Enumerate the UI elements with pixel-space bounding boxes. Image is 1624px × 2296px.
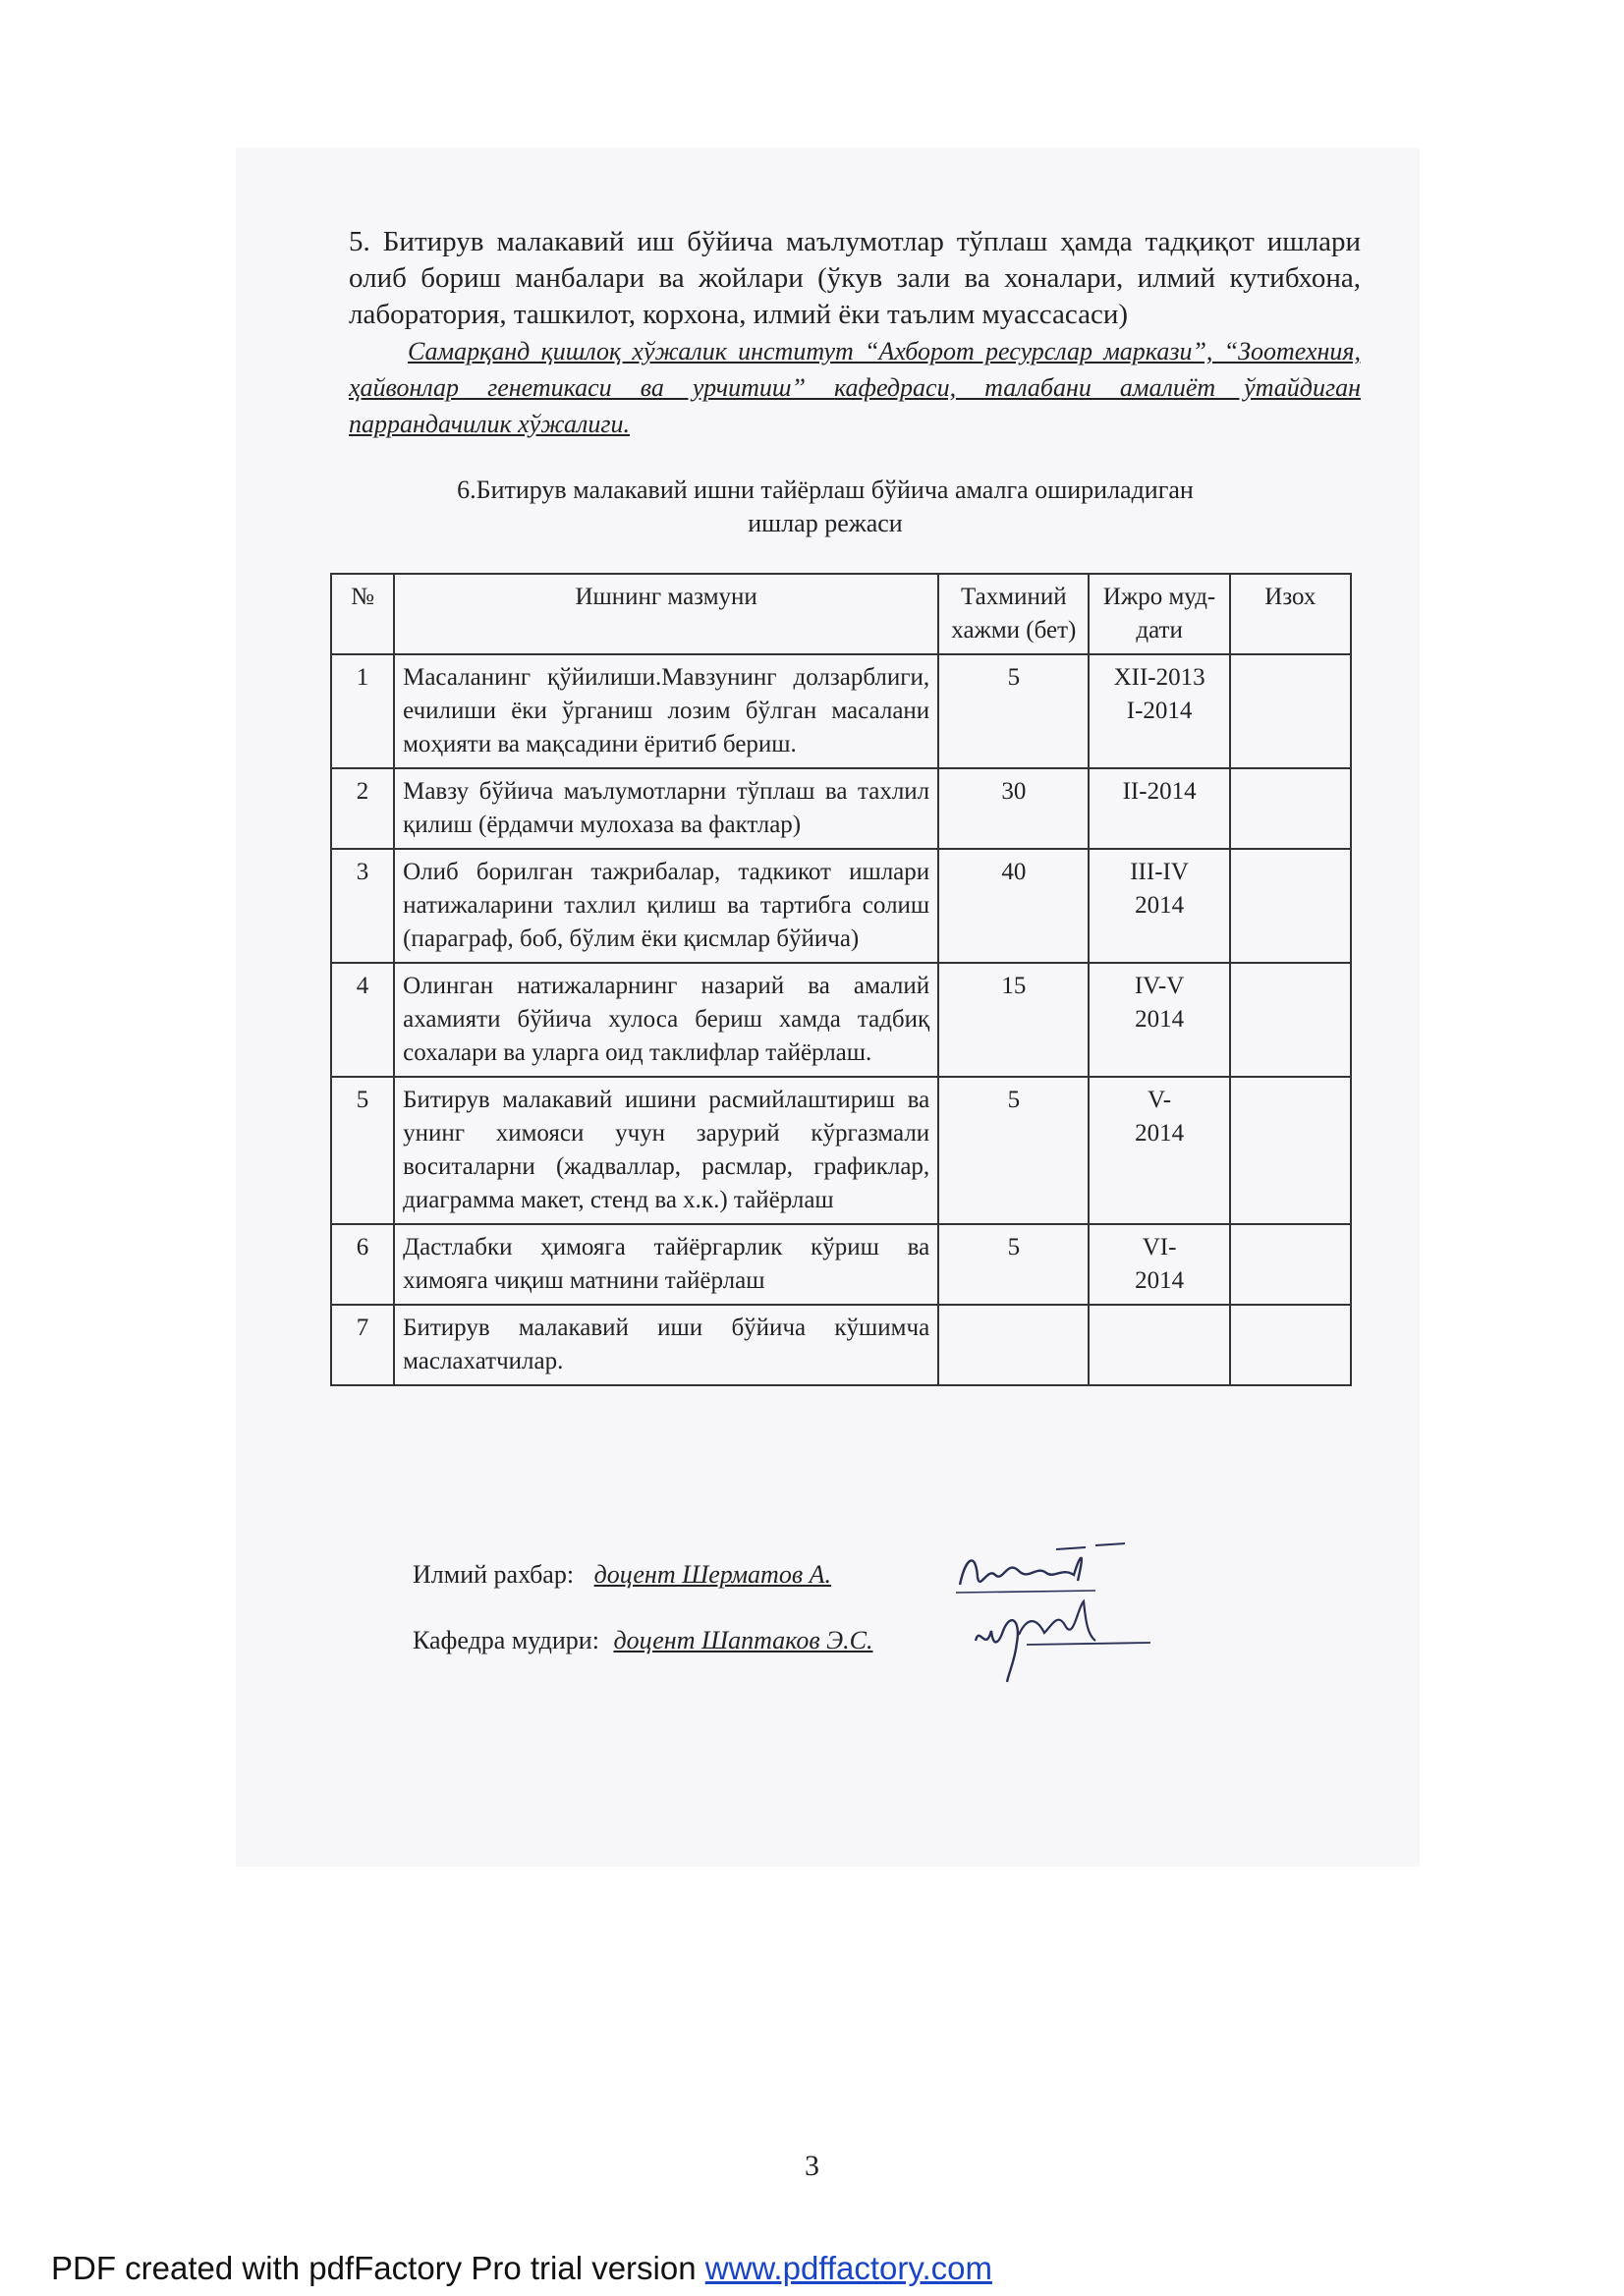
head-label: Кафедра мудири: (413, 1626, 599, 1654)
cell-content: Олиб борилган тажрибалар, тадкикот ишлари натижаларини тахлил қилиш ва тартибга солиш (параграф, боб, бўлим ёки қисмлар бўйича) (394, 849, 938, 963)
cell-volume: 15 (938, 963, 1089, 1077)
cell-duration (1089, 1305, 1229, 1385)
cell-num: 6 (331, 1224, 394, 1305)
cell-content: Дастлабки ҳимояга тайёргарлик кўриш ва химояга чиқиш матнини тайёрлаш (394, 1224, 938, 1305)
cell-volume: 40 (938, 849, 1089, 963)
section-5-body: Самарқанд қишлоқ хўжалик институт “Ахборот ресурслар маркази”, “Зоотехния, ҳайвонлар генетикаси ва урчитиш” кафедраси, талабани амалиёт ўтайдиган паррандачилик хўжалиги. (349, 337, 1361, 438)
table-row (331, 1077, 1351, 1224)
cell-volume (938, 1305, 1089, 1385)
cell-duration: III-IV 2014 (1089, 849, 1229, 963)
supervisor-line (413, 1560, 831, 1590)
cell-num: 5 (331, 1077, 394, 1224)
cell-note (1230, 1224, 1351, 1305)
supervisor-name: доцент Шерматов А. (593, 1560, 831, 1589)
table-row (331, 1224, 1351, 1305)
cell-content: Битирув малакавий иши бўйича кўшимча маслахатчилар. (394, 1305, 938, 1385)
head-line (413, 1626, 873, 1655)
table-header-row (331, 574, 1351, 654)
cell-content: Битирув малакавий ишини расмийлаштириш ва унинг химояси учун зарурий кўргазмали воситаларни (жадваллар, расмлар, графиклар, диаграмма макет, стенд ва х.к.) тайёрлаш (394, 1077, 938, 1224)
header-content: Ишнинг мазмуни (394, 574, 938, 654)
header-note: Изох (1230, 574, 1351, 654)
work-plan-table (330, 573, 1352, 1386)
table-row (331, 768, 1351, 849)
cell-num: 2 (331, 768, 394, 849)
cell-note (1230, 1077, 1351, 1224)
footer-text: PDF created with pdfFactory Pro trial version (51, 2250, 705, 2286)
cell-content: Масаланинг қўйилиши.Мавзунинг долзарблиги, ечилиши ёки ўрганиш лозим бўлган масалани моҳияти ва мақсадини ёритиб бериш. (394, 654, 938, 768)
cell-duration: IV-V 2014 (1089, 963, 1229, 1077)
table-row (331, 654, 1351, 768)
table-row (331, 849, 1351, 963)
cell-volume: 5 (938, 654, 1089, 768)
cell-volume: 5 (938, 1224, 1089, 1305)
table-row (331, 963, 1351, 1077)
cell-content: Мавзу бўйича маълумотларни тўплаш ва тахлил қилиш (ёрдамчи мулохаза ва фактлар) (394, 768, 938, 849)
cell-num: 3 (331, 849, 394, 963)
section-6-title-line2: ишлар режаси (748, 509, 903, 537)
cell-duration: V- 2014 (1089, 1077, 1229, 1224)
section-5 (349, 224, 1361, 442)
header-duration: Ижро муд-дати (1089, 574, 1229, 654)
cell-note (1230, 963, 1351, 1077)
header-volume: Тахминий хажми (бет) (938, 574, 1089, 654)
section-6-title-line1: 6.Битирув малакавий ишни тайёрлаш бўйича амалга ошириладиган (457, 476, 1194, 504)
cell-duration: VI- 2014 (1089, 1224, 1229, 1305)
cell-note (1230, 768, 1351, 849)
supervisor-label: Илмий рахбар: (413, 1560, 575, 1589)
head-name: доцент Шаптаков Э.С. (613, 1626, 873, 1654)
pdf-footer (51, 2250, 992, 2287)
table-row (331, 1305, 1351, 1385)
cell-volume: 5 (938, 1077, 1089, 1224)
cell-num: 7 (331, 1305, 394, 1385)
cell-note (1230, 1305, 1351, 1385)
cell-volume: 30 (938, 768, 1089, 849)
head-signature-image (968, 1592, 1174, 1685)
header-num: № (331, 574, 394, 654)
section-5-heading: 5. Битирув малакавий иш бўйича маълумотлар тўплаш ҳамда тадқиқот ишлари олиб бориш манбалари ва жойлари (ўкув зали ва хоналари, илмий кутибхона, лаборатория, ташкилот, корхона, илмий ёки таълим муассасаси) (349, 226, 1361, 330)
footer-link[interactable]: www.pdffactory.com (704, 2250, 992, 2286)
cell-num: 1 (331, 654, 394, 768)
section-6-title (324, 474, 1326, 540)
page-number: 3 (805, 2150, 819, 2182)
cell-duration: II-2014 (1089, 768, 1229, 849)
cell-content: Олинган натижаларнинг назарий ва амалий ахамияти бўйича хулоса бериш хамда тадбиқ сохалари ва уларга оид таклифлар тайёрлаш. (394, 963, 938, 1077)
cell-duration: XII-2013 I-2014 (1089, 654, 1229, 768)
cell-note (1230, 849, 1351, 963)
cell-note (1230, 654, 1351, 768)
cell-num: 4 (331, 963, 394, 1077)
